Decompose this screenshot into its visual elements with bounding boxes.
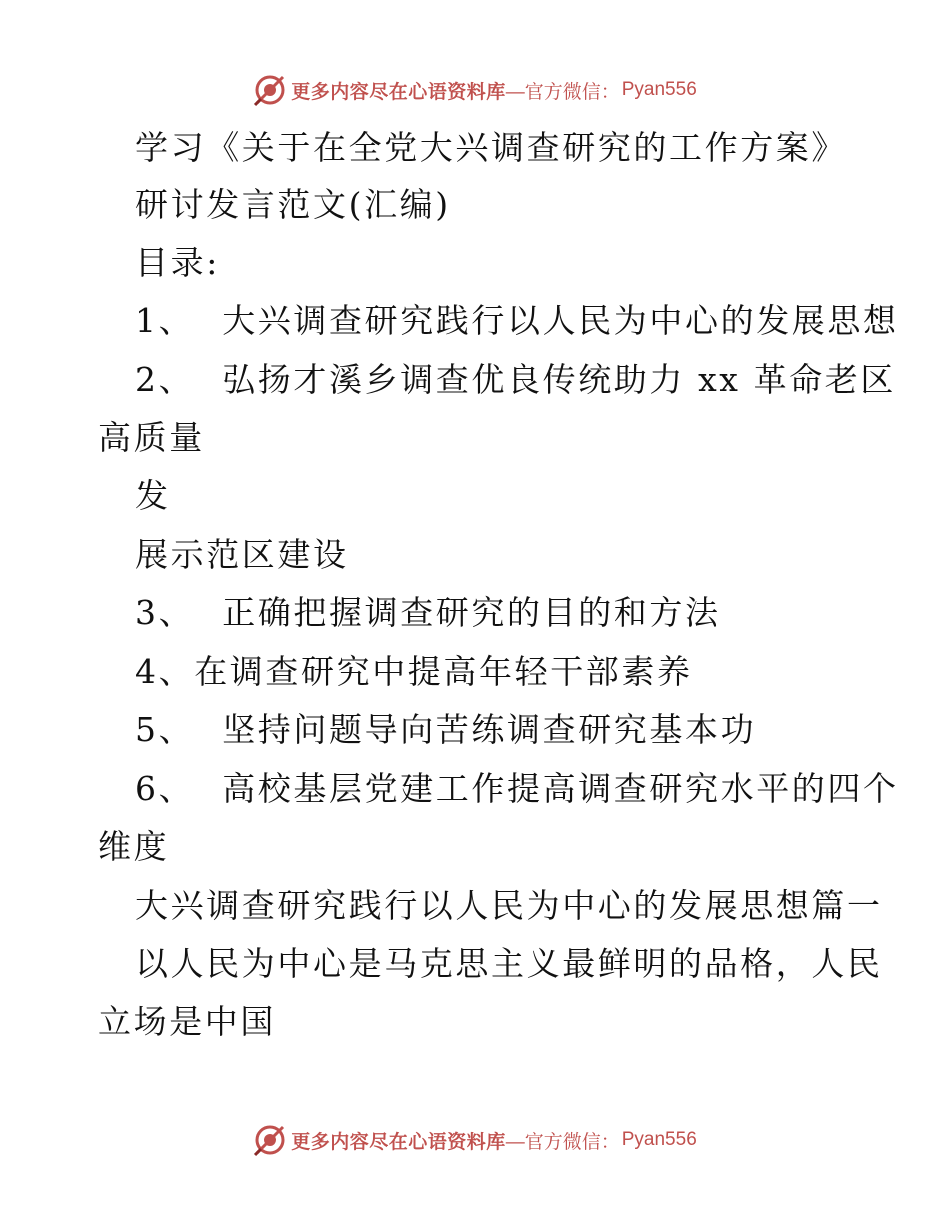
toc-item-3-text: 正确把握调查研究的目的和方法 xyxy=(222,593,721,632)
toc-item-5 xyxy=(135,710,756,750)
toc-item-2-text: 弘扬才溪乡调查优良传统助力 xx 革命老区 xyxy=(222,360,897,399)
toc-item-6-continuation-1: 维度 xyxy=(98,827,170,866)
watermark-wechat-id: Pyan556 xyxy=(621,79,697,100)
toc-item-2-continuation-1: 高质量 xyxy=(98,418,205,457)
body-paragraph-line-2: 立场是中国 xyxy=(98,1002,276,1041)
logo-pen-icon xyxy=(253,1123,287,1157)
toc-item-3-number: 3、 xyxy=(135,593,195,632)
watermark-main-text: 更多内容尽在心语资料库 xyxy=(291,81,506,103)
toc-item-6-number: 6、 xyxy=(135,769,195,808)
toc-item-2-continuation-2: 发 xyxy=(135,476,171,515)
watermark-wechat-id: Pyan556 xyxy=(621,1129,697,1150)
toc-item-5-text: 坚持问题导向苦练调查研究基本功 xyxy=(222,710,757,749)
header-watermark xyxy=(0,72,950,108)
watermark-wechat-label: —官方微信： xyxy=(505,81,620,103)
document-title-line-2: 研讨发言范文(汇编) xyxy=(135,185,451,224)
toc-item-6-text: 高校基层党建工作提高调查研究水平的四个 xyxy=(222,769,899,808)
toc-item-2-continuation-3: 展示范区建设 xyxy=(135,535,349,574)
toc-item-4 xyxy=(135,652,693,692)
section-heading: 大兴调查研究践行以人民为中心的发展思想篇一 xyxy=(135,886,883,925)
toc-item-6 xyxy=(135,769,899,809)
logo-pen-icon xyxy=(253,73,287,107)
toc-item-4-text: 在调查研究中提高年轻干部素养 xyxy=(194,652,693,691)
watermark-wechat-label: —官方微信： xyxy=(505,1131,620,1153)
toc-item-1-text: 大兴调查研究践行以人民为中心的发展思想 xyxy=(222,301,899,340)
toc-item-1 xyxy=(135,301,899,341)
toc-item-5-number: 5、 xyxy=(135,710,195,749)
toc-item-2-number: 2、 xyxy=(135,360,195,399)
watermark-main-text: 更多内容尽在心语资料库 xyxy=(291,1131,506,1153)
toc-label: 目录: xyxy=(135,243,220,282)
toc-item-4-number: 4、 xyxy=(135,652,195,691)
document-title-line-1: 学习《关于在全党大兴调查研究的工作方案》 xyxy=(135,128,847,167)
body-paragraph-line-1: 以人民为中心是马克思主义最鲜明的品格，人民 xyxy=(135,944,883,983)
toc-item-2 xyxy=(135,360,896,400)
toc-item-1-number: 1、 xyxy=(135,301,195,340)
footer-watermark xyxy=(0,1122,950,1158)
toc-item-3 xyxy=(135,593,721,633)
